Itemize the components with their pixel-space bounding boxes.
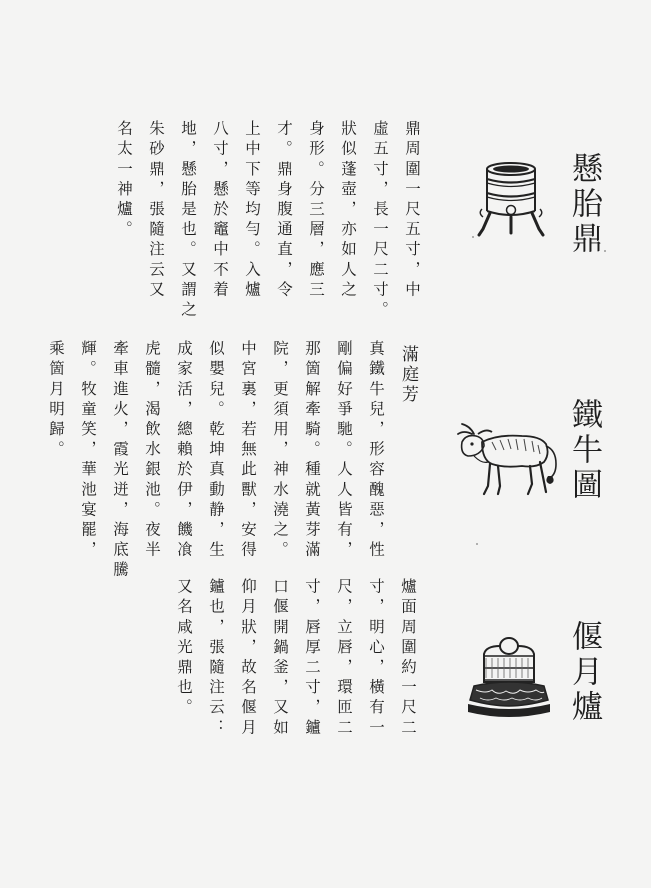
section-title-tie-niu-tu: 鐵牛圖 bbox=[566, 398, 602, 503]
scan-speck bbox=[604, 250, 606, 252]
furnace-icon bbox=[466, 634, 552, 722]
section-title-xuan-tai-ding: 懸胎鼎 bbox=[566, 152, 602, 257]
section-text-yan-yue-lu: 爐面周圍約一尺二 寸，明心，橫有一 尺，立唇，環匝二 寸，唇厚二寸，鑪 口偃開鍋釜，又如 仰月狀，故名偃月 鑪也，張隨注云： 又名咸光鼎也。 bbox=[175, 578, 417, 739]
section-title-yan-yue-lu: 偃月爐 bbox=[566, 620, 602, 725]
ox-icon bbox=[452, 420, 564, 504]
scan-speck bbox=[472, 236, 474, 238]
cauldron-icon bbox=[474, 157, 548, 241]
section-text-xuan-tai-ding: 鼎周圍一尺五寸，中 虛五寸，長一尺二寸。 狀似蓬壺，亦如人之 身形。分三層，應三 才。鼎身腹通直，令 上中下等均勻。入爐 八寸，懸於竈中不着 地，懸胎是也。又謂之 朱砂鼎，張隨注云又 名太一神爐。 bbox=[115, 120, 421, 321]
scan-speck bbox=[476, 543, 478, 545]
poem-title-man-ting-fang: 滿庭芳 bbox=[398, 345, 418, 405]
section-text-tie-niu-tu: 真鐵牛兒，形容醜惡，性 剛偏好爭馳。人人皆有， 那箇解牽騎。種就黃芽滿 院，更須用，神水澆之。 中宮裏，若無此獸，安得 似嬰兒。乾坤真動静，生 成家活，總賴於伊，饑飡 虎髓，渴飲水銀池。夜半 牽車進火，霞光迸，海底騰 輝。牧童笑，華池宴罷， 乘箇月明歸。 bbox=[47, 340, 385, 582]
